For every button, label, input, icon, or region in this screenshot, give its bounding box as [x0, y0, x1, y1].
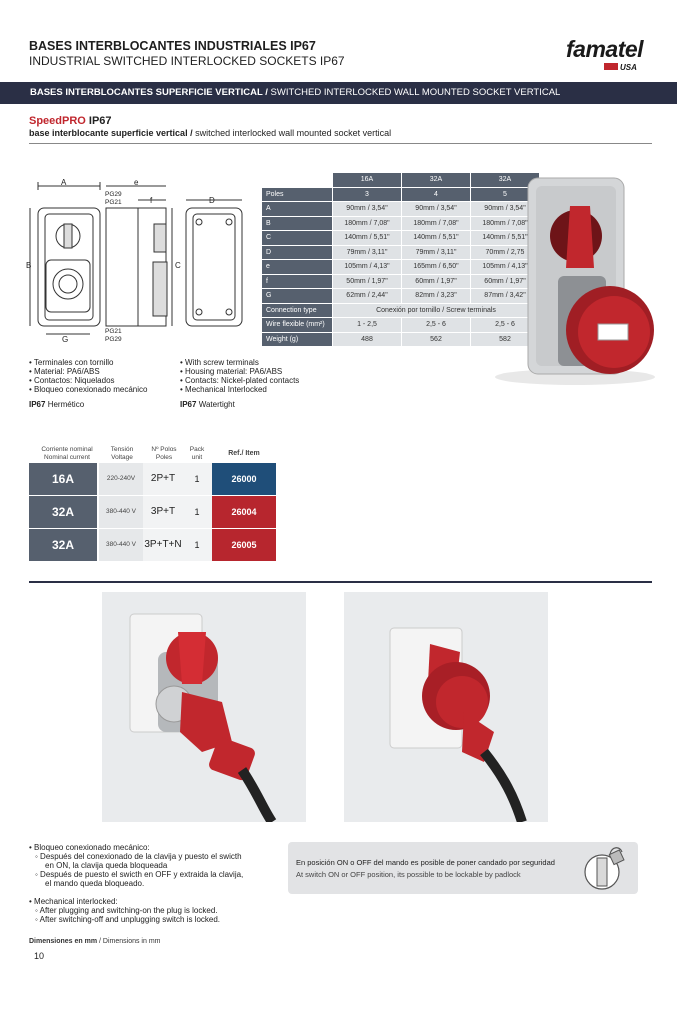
- spec-row-label: Poles: [262, 188, 332, 202]
- pg-bottom-2: PG29: [105, 336, 122, 343]
- product-subtitle: base interblocante superficie vertical / switched interlocked wall mounted socket vertical: [29, 128, 392, 138]
- spec-header-cell: 16A: [333, 173, 401, 187]
- col-pack-header: Pack unit: [189, 446, 205, 461]
- page-subtitle: INDUSTRIAL SWITCHED INTERLOCKED SOCKETS IP67: [29, 54, 345, 68]
- spec-cell: 90mm / 3,54": [471, 202, 539, 216]
- features-en: • With screw terminals • Housing material: PA6/ABS • Contacts: Nickel-plated contacts • Mechanical Interlocked: [180, 358, 300, 394]
- spec-cell: 165mm / 6,50": [402, 260, 470, 274]
- spec-cell: Conexión por tornillo / Screw terminals: [333, 304, 539, 318]
- ref-badge: 26000: [212, 463, 276, 495]
- features-es: • Terminales con tornillo • Material: PA6/ABS • Contactos: Niquelados • Bloqueo conexionado mecánico: [29, 358, 148, 394]
- spec-cell: 180mm / 7,08": [333, 217, 401, 231]
- spec-cell: 82mm / 3,23": [402, 289, 470, 303]
- spec-cell: 60mm / 1,97": [402, 275, 470, 289]
- divider: [29, 143, 652, 144]
- spec-header-cell: 32A: [402, 173, 470, 187]
- spec-cell: 105mm / 4,13": [333, 260, 401, 274]
- spec-cell: 582: [471, 333, 539, 347]
- dim-label-b: B: [26, 261, 32, 270]
- spec-cell: 50mm / 1,97": [333, 275, 401, 289]
- spec-cell: 90mm / 3,54": [333, 202, 401, 216]
- spec-cell: 60mm / 1,97": [471, 275, 539, 289]
- spec-row-label: D: [262, 246, 332, 260]
- brand-sub: USA: [620, 63, 637, 72]
- pg-bottom-1: PG21: [105, 328, 122, 335]
- col-poles-header: Nº Polos Poles: [151, 446, 177, 461]
- spec-cell: 180mm / 7,08": [402, 217, 470, 231]
- spec-cell: 62mm / 2,44": [333, 289, 401, 303]
- ref-badge: 26005: [212, 529, 276, 561]
- notes-es: • Bloqueo conexionado mecánico: ◦ Después del conexionado de la clavija y puesto el swicth en ON, la clavija queda bloqueada ◦ Después de puesto el swicth en OFF y extraida la clavija, el mando queda bloqueado.: [29, 843, 244, 888]
- spec-row-label: G: [262, 289, 332, 303]
- col-current-header: Corriente nominal Nominal current: [41, 446, 93, 461]
- spec-cell: 488: [333, 333, 401, 347]
- page-number: 10: [34, 951, 45, 961]
- dim-label-g: G: [62, 335, 69, 344]
- dim-label-d: D: [209, 196, 215, 205]
- spec-row-label: A: [262, 202, 332, 216]
- spec-row-label: Weight (g): [262, 333, 332, 347]
- dimensions-note: Dimensiones en mm / Dimensions in mm: [29, 938, 161, 945]
- ip-rating-en: IP67 Watertight: [180, 400, 235, 409]
- spec-cell: 105mm / 4,13": [471, 260, 539, 274]
- spec-row-label: C: [262, 231, 332, 245]
- spec-cell: 140mm / 5,51": [471, 231, 539, 245]
- spec-cell: 87mm / 3,42": [471, 289, 539, 303]
- spec-cell: 79mm / 3,11": [333, 246, 401, 260]
- padlock-info-es: En posición ON o OFF del mando es posible de poner candado por seguridad: [296, 858, 555, 867]
- page-title: BASES INTERBLOCANTES INDUSTRIALES IP67: [29, 39, 316, 53]
- spec-cell: 180mm / 7,08": [471, 217, 539, 231]
- spec-cell: 562: [402, 333, 470, 347]
- spec-cell: 140mm / 5,51": [402, 231, 470, 245]
- spec-cell: 90mm / 3,54": [402, 202, 470, 216]
- photo-plugged-unlocked: [102, 592, 306, 822]
- section-divider: [29, 581, 652, 583]
- spec-cell: 5: [471, 188, 539, 202]
- spec-cell: 79mm / 3,11": [402, 246, 470, 260]
- ref-badge: 26004: [212, 496, 276, 528]
- spec-cell: 2,5 - 6: [471, 318, 539, 332]
- dim-label-c: C: [175, 261, 181, 270]
- spec-row-label: B: [262, 217, 332, 231]
- spec-cell: 70mm / 2,75: [471, 246, 539, 260]
- spec-cell: 2,5 - 6: [402, 318, 470, 332]
- spec-cell: 4: [402, 188, 470, 202]
- dim-label-a: A: [61, 178, 67, 187]
- dim-label-e: e: [134, 178, 139, 187]
- spec-row-label: Wire flexible (mm²): [262, 318, 332, 332]
- notes-en: • Mechanical interlocked: ◦ After plugging and switching-on the plug is locked. ◦ After switching-off and unplugging switch is locked.: [29, 897, 221, 924]
- ip-rating-es: IP67 Hermético: [29, 400, 85, 409]
- brand-flag-icon: [604, 63, 618, 70]
- brand-logo: famatel: [566, 36, 644, 62]
- spec-cell: 140mm / 5,51": [333, 231, 401, 245]
- product-title: SpeedPRO IP67: [29, 115, 112, 127]
- col-voltage-header: Tensión Voltage: [110, 446, 134, 461]
- spec-cell: 1 - 2,5: [333, 318, 401, 332]
- pg-top-2: PG21: [105, 199, 122, 206]
- photo-plugged-locked: [344, 592, 548, 822]
- padlock-info-en: At switch ON or OFF position, its possible to be lockable by padlock: [296, 870, 521, 879]
- dim-label-f: f: [150, 196, 153, 205]
- padlock-icon: [580, 842, 636, 894]
- col-ref-header: Ref./ Item: [228, 450, 260, 457]
- product-image: [490, 172, 660, 388]
- technical-drawing: [26, 176, 248, 344]
- spec-header-cell: 32A: [471, 173, 539, 187]
- spec-cell: 3: [333, 188, 401, 202]
- spec-row-label: e: [262, 260, 332, 274]
- pg-top-1: PG29: [105, 191, 122, 198]
- spec-row-label: Connection type: [262, 304, 332, 318]
- spec-row-label: f: [262, 275, 332, 289]
- section-band: BASES INTERBLOCANTES SUPERFICIE VERTICAL / SWITCHED INTERLOCKED WALL MOUNTED SOCKET VERTICAL: [0, 82, 677, 104]
